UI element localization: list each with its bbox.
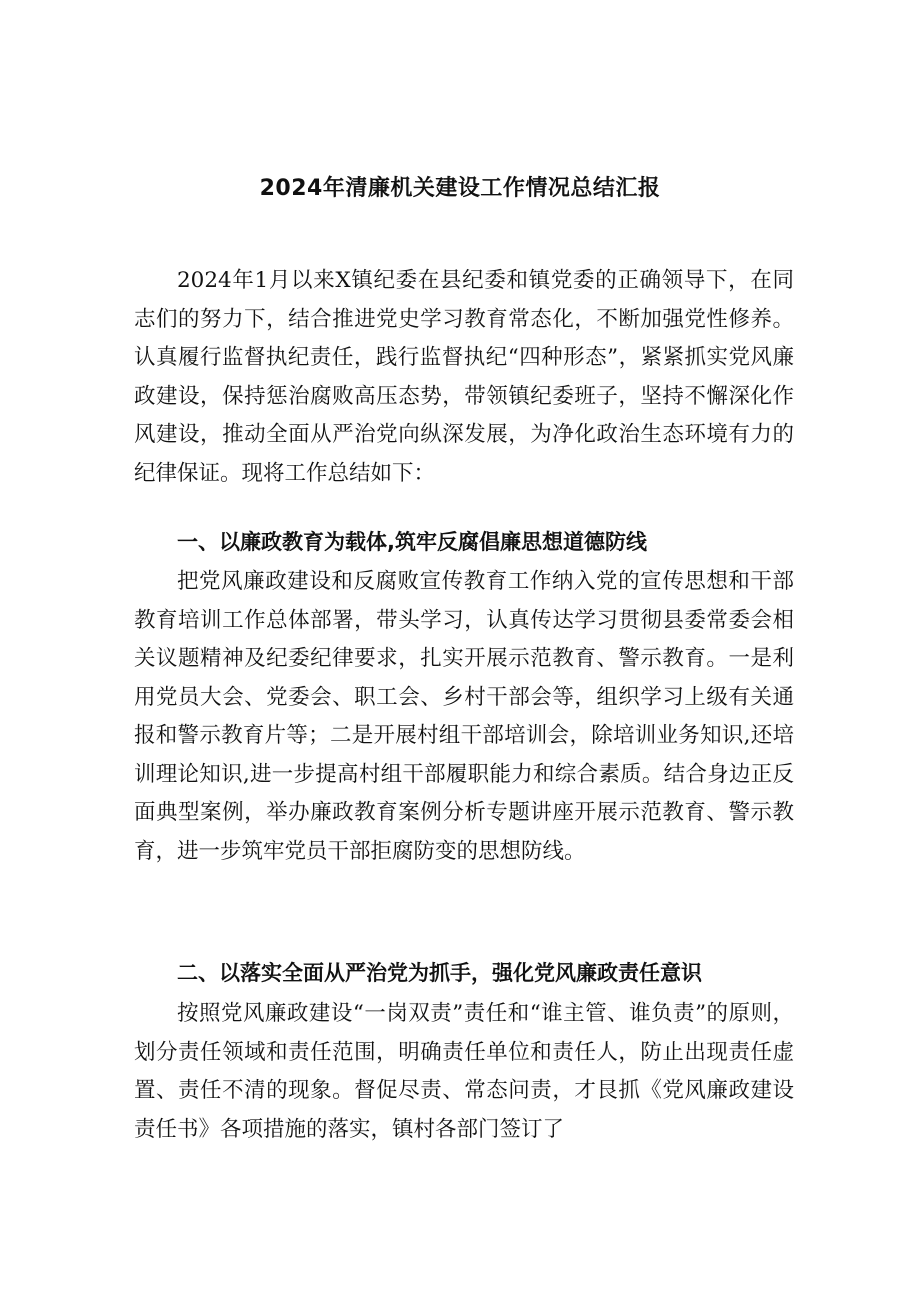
section-heading-1: 一、以廉政教育为载体,筑牢反腐倡廉思想道德防线 — [177, 530, 647, 554]
intro-paragraph: 2024年1月以来X镇纪委在县纪委和镇党委的正确领导下，在同志们的努力下，结合推进党史学习教育常态化，不断加强党性修养。认真履行监督执纪责任，践行监督执纪“四种形态”，紧紧抓实党风廉政建设，保持惩治腐败高压态势，带领镇纪委班子，坚持不懈深化作风建设，推动全面从严治党向纵深发展，为净化政治生态环境有力的纪律保证。现将工作总结如下： — [134, 268, 794, 486]
section-body-1: 把党风廉政建设和反腐败宣传教育工作纳入党的宣传思想和干部教育培训工作总体部署，带头学习，认真传达学习贯彻县委常委会相关议题精神及纪委纪律要求，扎实开展示范教育、警示教育。一是利用党员大会、党委会、职工会、乡村干部会等，组织学习上级有关通报和警示教育片等；二是开展村组干部培训会，除培训业务知识,还培训理论知识,进一步提高村组干部履职能力和综合素质。结合身边正反面典型案例，举办廉政教育案例分析专题讲座开展示范教育、警示教育，进一步筑牢党员干部拒腐防变的思想防线。 — [134, 569, 794, 864]
document-title: 2024年清廉机关建设工作情况总结汇报 — [259, 176, 661, 201]
section-body-2: 按照党风廉政建设“一岗双责”责任和“谁主管、谁负责”的原则，划分责任领域和责任范围，明确责任单位和责任人，防止出现责任虚置、责任不清的现象。督促尽责、常态问责，才艮抓《党风廉政建设责任书》各项措施的落实，镇村各部门签订了 — [134, 1001, 794, 1142]
section-heading-2: 二、以落实全面从严治党为抓手，强化党风廉政责任意识 — [177, 961, 702, 985]
